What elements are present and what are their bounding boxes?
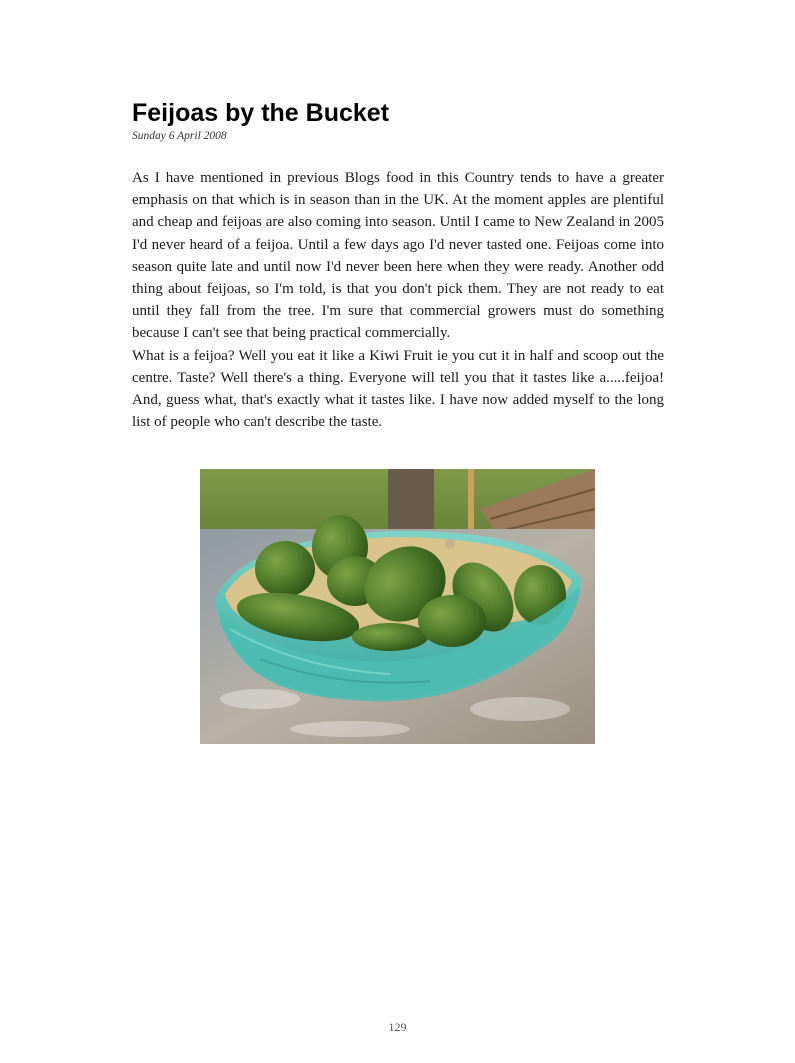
paragraph-2: What is a feijoa? Well you eat it like a Kiwi Fruit ie you cut it in half and scoop out the centre. Taste? Well there's a thing. Everyone will tell you that it tastes like a.....feijoa! And, guess what, that's exactly what it tastes like. I have now added myself to the long list of people who can't describe the taste.	[132, 347, 664, 431]
post-date: Sunday 6 April 2008	[132, 130, 227, 142]
paragraph-1: As I have mentioned in previous Blogs food in this Country tends to have a greater emphasis on that which is in season than in the UK. At the moment apples are plentiful and cheap and feijoas are also coming into season. Until I came to New Zealand in 2005 I'd never heard of a feijoa. Until a few days ago I'd never tasted one. Feijoas come into season quite late and until now I'd never been here when they were ready. Another odd thing about feijoas, so I'm told, is that you don't pick them. They are not ready to eat until they fall from the tree. I'm sure that commercial growers must do something because I can't see that being practical commercially.	[132, 170, 664, 342]
bowl-of-feijoas-photo	[200, 469, 595, 744]
page-number: 129	[388, 1020, 407, 1034]
post-body	[132, 167, 664, 433]
post-title: Feijoas by the Bucket	[132, 99, 390, 127]
